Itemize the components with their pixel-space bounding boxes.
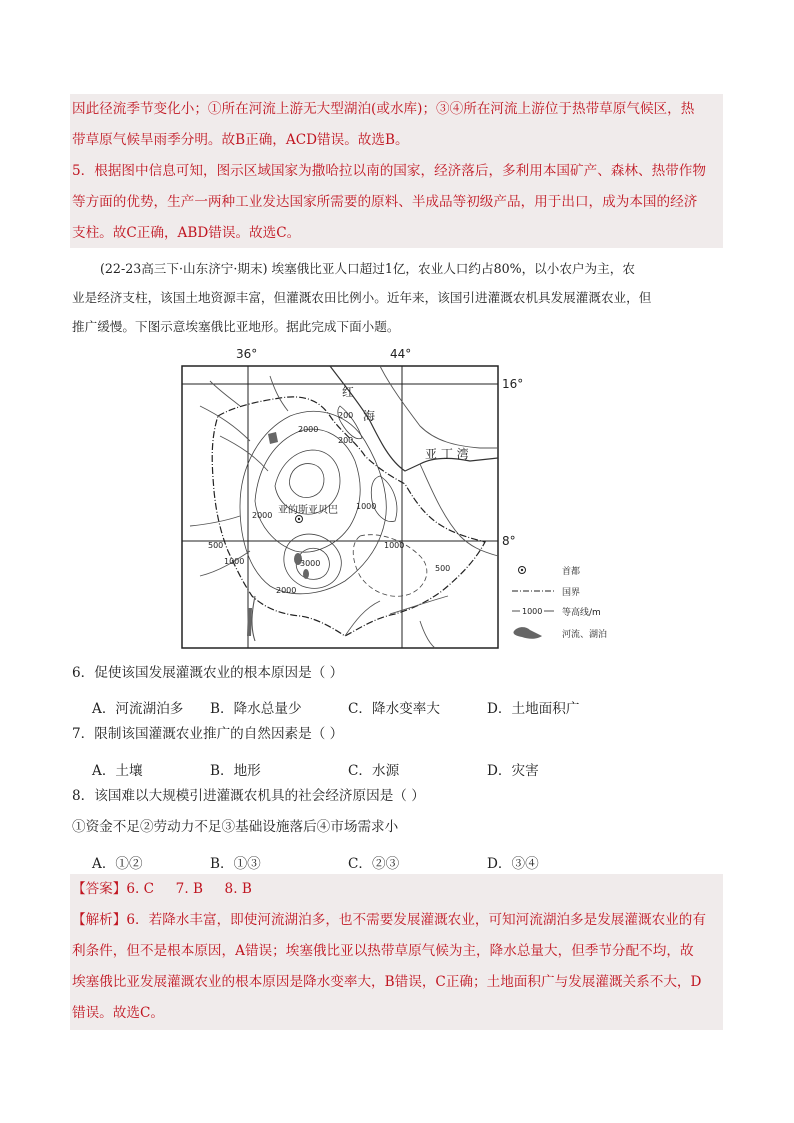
contour-label: 2000 [298, 425, 319, 434]
option-d[interactable]: D．灾害 [487, 763, 539, 779]
analysis-line [72, 914, 706, 928]
question-stem: 7．限制该国灌溉农业推广的自然因素是（ ） [72, 726, 344, 742]
option-c[interactable]: C．降水变率大 [348, 701, 440, 717]
intro-line: 业是经济支柱，该国土地资源丰富，但灌溉农田比例小。近年来，该国引进灌溉农机具发展灌溉农业，但 [72, 290, 652, 305]
analysis-line: 埃塞俄比亚发展灌溉农业的根本原因是降水变率大，B错误，C正确；土地面积广与发展灌溉关系不大，D [72, 974, 702, 990]
ethiopia-terrain-map [180, 346, 620, 648]
option-a[interactable]: A．①② [92, 856, 143, 872]
legend-symbol: 1000 [522, 607, 543, 616]
option-c[interactable]: C．②③ [348, 856, 400, 872]
legend-label: 首都 [562, 567, 581, 577]
analysis-tag: 【解析】 [72, 912, 127, 928]
contour-label: 200 [338, 411, 354, 420]
map-frame [182, 366, 498, 648]
analysis-line: 利条件，但不是根本原因，A错误；埃塞俄比亚以热带草原气候为主，降水总量大，但季节分配不均，故 [72, 943, 694, 959]
answer-values: 6. C 7. B 8. B [126, 881, 252, 897]
contour-label: 2000 [276, 586, 297, 595]
contour-label: 1000 [356, 502, 377, 511]
option-a[interactable]: A．土壤 [92, 763, 143, 779]
lon-label: 44° [390, 347, 412, 361]
legend-label: 等高线/m [562, 608, 601, 618]
contour-label: 500 [208, 541, 224, 550]
answer-line: 等方面的优势，生产一两种工业发达国家所需要的原料、半成品等初级产品，用于出口，成为本国的经济 [72, 194, 698, 210]
option-c[interactable]: C．水源 [348, 763, 400, 779]
analysis-text: 6．若降水丰富，即使河流湖泊多，也不需要发展灌溉农业，可知河流湖泊多是发展灌溉农业的有 [126, 912, 706, 928]
answer-key [72, 883, 252, 897]
answer-line: 因此径流季节变化小；①所在河流上游无大型湖泊(或水库)；③④所在河流上游位于热带草原气候区，热 [72, 101, 695, 117]
red-sea-label: 红 [342, 385, 355, 399]
answer-line: 5．根据图中信息可知，图示区域国家为撒哈拉以南的国家，经济落后，多利用本国矿产、森林、热带作物 [72, 163, 706, 179]
answer-tag: 【答案】 [72, 881, 127, 897]
red-sea-label: 海 [363, 409, 376, 423]
question-stem: 8．该国难以大规模引进灌溉农机具的社会经济原因是（ ） [72, 788, 425, 804]
answer-line: 带草原气候旱雨季分明。故B正确，ACD错误。故选B。 [72, 132, 409, 148]
lat-label: 8° [502, 534, 516, 548]
capital-label: 亚的斯亚贝巴 [278, 505, 338, 516]
contour-label: 500 [435, 564, 451, 573]
legend-label: 河流、湖泊 [562, 630, 608, 640]
question-stem: 6．促使该国发展灌溉农业的根本原因是（ ） [72, 665, 344, 681]
river-lake-icon [513, 627, 542, 639]
intro-line: 推广缓慢。下图示意埃塞俄比亚地形。据此完成下面小题。 [72, 319, 400, 334]
legend-label: 国界 [562, 588, 581, 598]
option-d[interactable]: D．土地面积广 [487, 701, 580, 717]
option-b[interactable]: B．①③ [210, 856, 261, 872]
lon-label: 36° [236, 347, 258, 361]
option-b[interactable]: B．地形 [210, 763, 261, 779]
contour-label: 2000 [252, 511, 273, 520]
analysis-line: 错误。故选C。 [72, 1005, 164, 1021]
intro-line: (22-23高三下·山东济宁·期末) 埃塞俄比亚人口超过1亿，农业人口约占80%，以小农户为主，农 [100, 261, 635, 276]
contour-label: 1000 [384, 541, 405, 550]
contour-label: 200 [338, 436, 354, 445]
option-a[interactable]: A．河流湖泊多 [92, 701, 184, 717]
answer-line: 支柱。故C正确，ABD错误。故选C。 [72, 225, 301, 241]
map-legend [512, 565, 607, 640]
lat-label: 16° [502, 377, 524, 391]
gulf-of-aden-label: 亚 丁 湾 [425, 447, 469, 461]
option-b[interactable]: B．降水总量少 [210, 701, 302, 717]
question-sub-statements: ①资金不足②劳动力不足③基础设施落后④市场需求小 [72, 819, 399, 835]
option-d[interactable]: D．③④ [487, 856, 539, 872]
contour-label: 3000 [300, 559, 321, 568]
contour-label: 1000 [224, 557, 245, 566]
